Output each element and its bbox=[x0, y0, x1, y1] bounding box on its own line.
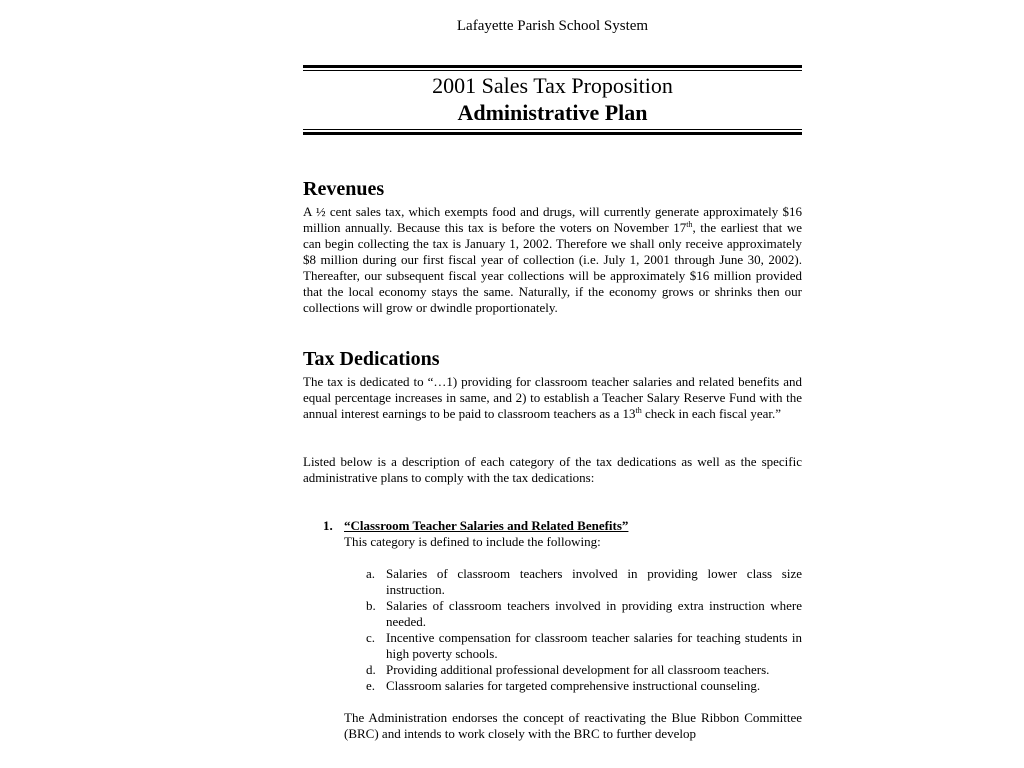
list-item-text: Salaries of classroom teachers involved in providing lower class size instruction. bbox=[386, 566, 802, 597]
list-item-text: Providing additional professional development for all classroom teachers. bbox=[386, 662, 770, 677]
revenues-text-part1: A ½ cent sales tax, which exempts food and drugs, will currently generate approximately $16 million annually. Because this tax is before the voters on November 17 bbox=[303, 204, 802, 235]
list-item-marker: e. bbox=[366, 678, 376, 693]
tax-dedications-text-sup: th bbox=[635, 406, 642, 415]
tax-dedications-text-part2: check in each fiscal year.” bbox=[641, 406, 782, 421]
closing-paragraph: The Administration endorses the concept of reactivating the Blue Ribbon Committee (BRC) and intends to work closely with the BRC to further develop bbox=[344, 710, 802, 741]
revenues-text-part2: , the earliest that we can begin collecting the tax is January 1, 2002. Therefore we shall only receive approximately $8 million during our first fiscal year of collection (i.e. July 1, 2001 through June 30, 2002). Thereafter, our subsequent fiscal year collections will be approximately $16 million provided that the local economy stays the same. Naturally, if the economy grows or shrinks then our collections will grow or dwindle proportionately. bbox=[303, 220, 802, 315]
category-title: “Classroom Teacher Salaries and Related Benefits” bbox=[344, 518, 629, 533]
title-bottom-rule-thin bbox=[303, 129, 802, 130]
category-items-list bbox=[344, 566, 802, 694]
list-item bbox=[344, 678, 802, 694]
list-item bbox=[344, 598, 802, 630]
tax-dedications-heading: Tax Dedications bbox=[303, 348, 440, 370]
list-item-marker: d. bbox=[366, 662, 376, 677]
title-bottom-rule-thick bbox=[303, 132, 802, 135]
title-top-rule-thick bbox=[303, 65, 802, 68]
document-title-line1: 2001 Sales Tax Proposition bbox=[432, 73, 673, 98]
document-title-line2: Administrative Plan bbox=[457, 100, 648, 125]
list-item bbox=[344, 566, 802, 598]
revenues-text-sup: th bbox=[686, 220, 693, 229]
document-title bbox=[303, 73, 802, 127]
title-bottom-rule bbox=[303, 129, 802, 135]
list-item bbox=[344, 630, 802, 662]
list-item-text: Salaries of classroom teachers involved in providing extra instruction where needed. bbox=[386, 598, 802, 629]
list-item-text: Classroom salaries for targeted comprehensive instructional counseling. bbox=[386, 678, 761, 693]
title-top-rule bbox=[303, 65, 802, 71]
list-item-marker: c. bbox=[366, 630, 376, 645]
listed-below-paragraph: Listed below is a description of each category of the tax dedications as well as the specific administrative plans to comply with the tax dedications: bbox=[303, 454, 802, 485]
organization-header: Lafayette Parish School System bbox=[456, 18, 649, 34]
list-item bbox=[344, 662, 802, 678]
revenues-paragraph bbox=[303, 204, 802, 316]
tax-dedications-paragraph bbox=[303, 374, 802, 422]
tax-dedications-text-part1: The tax is dedicated to “…1) providing for classroom teacher salaries and related benefits and equal percentage increases in same, and 2) to establish a Teacher Salary Reserve Fund with the annual interest earnings to be paid to classroom teachers as a 13 bbox=[303, 374, 802, 421]
list-item-marker: a. bbox=[366, 566, 376, 581]
category-description: This category is defined to include the following: bbox=[344, 534, 601, 549]
revenues-heading: Revenues bbox=[303, 178, 385, 200]
title-top-rule-thin bbox=[303, 70, 802, 71]
list-item-marker: b. bbox=[366, 598, 376, 613]
category-number: 1. bbox=[323, 518, 333, 533]
list-item-text: Incentive compensation for classroom teacher salaries for teaching students in high poverty schools. bbox=[386, 630, 802, 661]
